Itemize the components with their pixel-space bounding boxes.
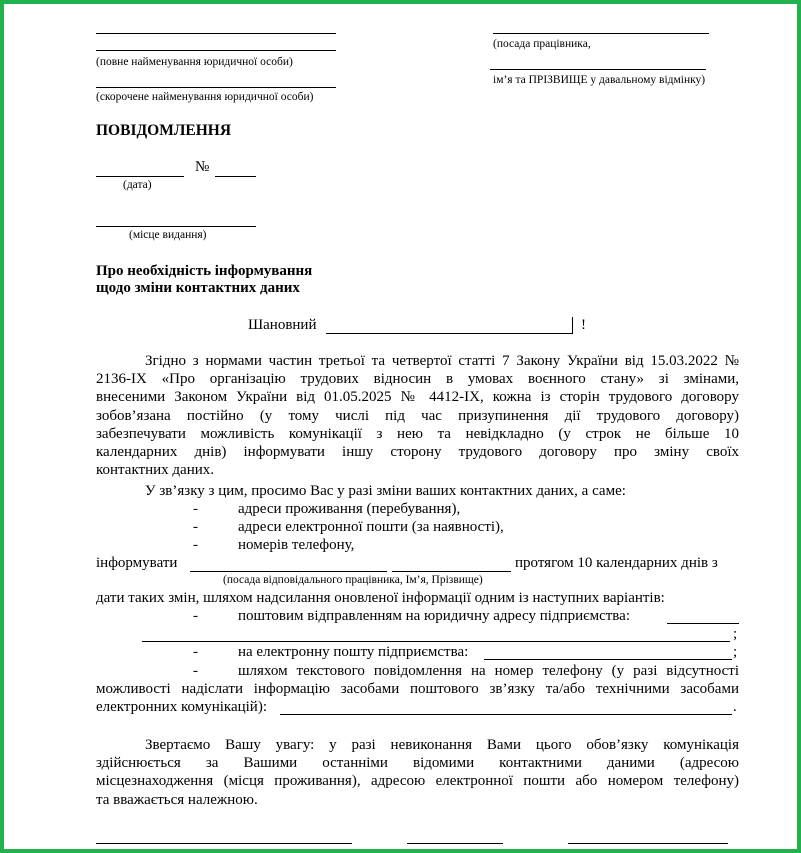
bullet-dash: - xyxy=(193,644,198,660)
employee-position-caption: (посада працівника, xyxy=(493,38,591,50)
date-line xyxy=(96,176,184,177)
subject-line-1: Про необхідність інформування xyxy=(96,263,313,279)
subject-line-2: щодо зміни контактних даних xyxy=(96,280,300,296)
full-name-line-b xyxy=(96,50,336,51)
inform-tail: протягом 10 календарних днів з xyxy=(515,555,718,571)
place-caption: (місце видання) xyxy=(129,229,207,241)
document-title: ПОВІДОМЛЕННЯ xyxy=(96,122,232,139)
paragraph2-intro: У зв’язку з цим, просимо Вас у разі зміни ваших контактних даних, а саме: xyxy=(145,483,626,499)
bullet-dash: - xyxy=(193,501,198,517)
email-semicolon: ; xyxy=(733,644,738,660)
short-name-caption: (скорочене найменування юридичної особи) xyxy=(96,91,314,103)
paragraph-line-3: внесеними Законом України від 01.05.2025 № 4412-IX, кожна із сторін трудового договору xyxy=(96,389,739,405)
dates-line: дати таких змін, шляхом надсилання оновленої інформації одним із наступних варіантів: xyxy=(96,590,665,606)
text-cursor xyxy=(572,317,573,334)
option-sms-line-3: електронних комунікацій): xyxy=(96,699,267,715)
paragraph-line-4: зобов’язана постійно (у тому числі під час призупинення дії трудового договору) xyxy=(96,408,739,424)
email-line xyxy=(484,659,732,660)
paragraph-line-2: 2136-IX «Про організацію трудових відносин в умовах воєнного стану» зі змінами, xyxy=(96,371,739,387)
responsible-person-line-b xyxy=(392,571,511,572)
post-semicolon: ; xyxy=(733,626,738,642)
full-name-line-a xyxy=(96,33,336,34)
salutation-end: ! xyxy=(581,317,586,333)
date-caption: (дата) xyxy=(123,179,152,191)
attention-line-3: місцезнаходження (місця проживання), адресою електронної пошти або номером телефону) xyxy=(96,773,739,789)
option-sms-line-1: шляхом текстового повідомлення на номер телефону (у разі відсутності xyxy=(238,663,739,679)
place-line xyxy=(96,226,256,227)
option-email: на електронну пошту підприємства: xyxy=(238,644,469,660)
attention-line-1: Звертаємо Вашу увагу: у разі невиконання Вами цього обов’язку комунікація xyxy=(145,737,739,753)
signature-position-line xyxy=(96,843,352,844)
full-name-caption: (повне найменування юридичної особи) xyxy=(96,56,293,68)
inform-word: інформувати xyxy=(96,555,178,571)
bullet-dash: - xyxy=(193,519,198,535)
signature-line xyxy=(407,843,503,844)
post-address-line-a xyxy=(667,623,739,624)
paragraph-line-6: календарних днів) інформувати іншу сторону трудового договору про зміну своїх xyxy=(96,444,739,460)
paragraph-line-5: забезпечувати можливість комунікації з нею та невідкладно (у строк не більше 10 xyxy=(96,426,739,442)
employee-name-caption: ім’я та ПРІЗВИЩЕ у давальному відмінку) xyxy=(493,74,706,86)
bullet-phone: номерів телефону, xyxy=(238,537,355,553)
bullet-address: адреси проживання (перебування), xyxy=(238,501,461,517)
number-sign: № xyxy=(195,159,210,175)
responsible-person-line-a xyxy=(190,571,387,572)
bullet-dash: - xyxy=(193,608,198,624)
short-name-line xyxy=(96,87,336,88)
option-post: поштовим відправленням на юридичну адресу підприємства: xyxy=(238,608,630,624)
responsible-person-caption: (посада відповідального працівника, Ім’я, Прізвище) xyxy=(223,574,483,586)
paragraph-line-1: Згідно з нормами частин третьої та четвертої статті 7 Закону України від 15.03.2022 № xyxy=(145,353,739,369)
salutation-word: Шановний xyxy=(248,317,317,333)
bullet-dash: - xyxy=(193,663,198,679)
paragraph-line-7: контактних даних. xyxy=(96,462,214,478)
sms-period: . xyxy=(733,699,737,715)
post-address-line-b xyxy=(142,641,730,642)
salutation-name-line xyxy=(326,333,572,334)
option-sms-line-2: можливості надіслати інформацію засобами поштового зв’язку та/або технічними засобами xyxy=(96,681,739,697)
bullet-email: адреси електронної пошти (за наявності), xyxy=(238,519,504,535)
sms-line xyxy=(280,714,732,715)
employee-name-line xyxy=(490,69,706,70)
bullet-dash: - xyxy=(193,537,198,553)
signature-name-line xyxy=(568,843,728,844)
attention-line-4: та вважається належною. xyxy=(96,792,258,808)
number-line xyxy=(215,176,256,177)
employee-position-line xyxy=(493,33,709,34)
attention-line-2: здійснюється за Вашими останніми відомими контактними даними (адресою xyxy=(96,755,739,771)
